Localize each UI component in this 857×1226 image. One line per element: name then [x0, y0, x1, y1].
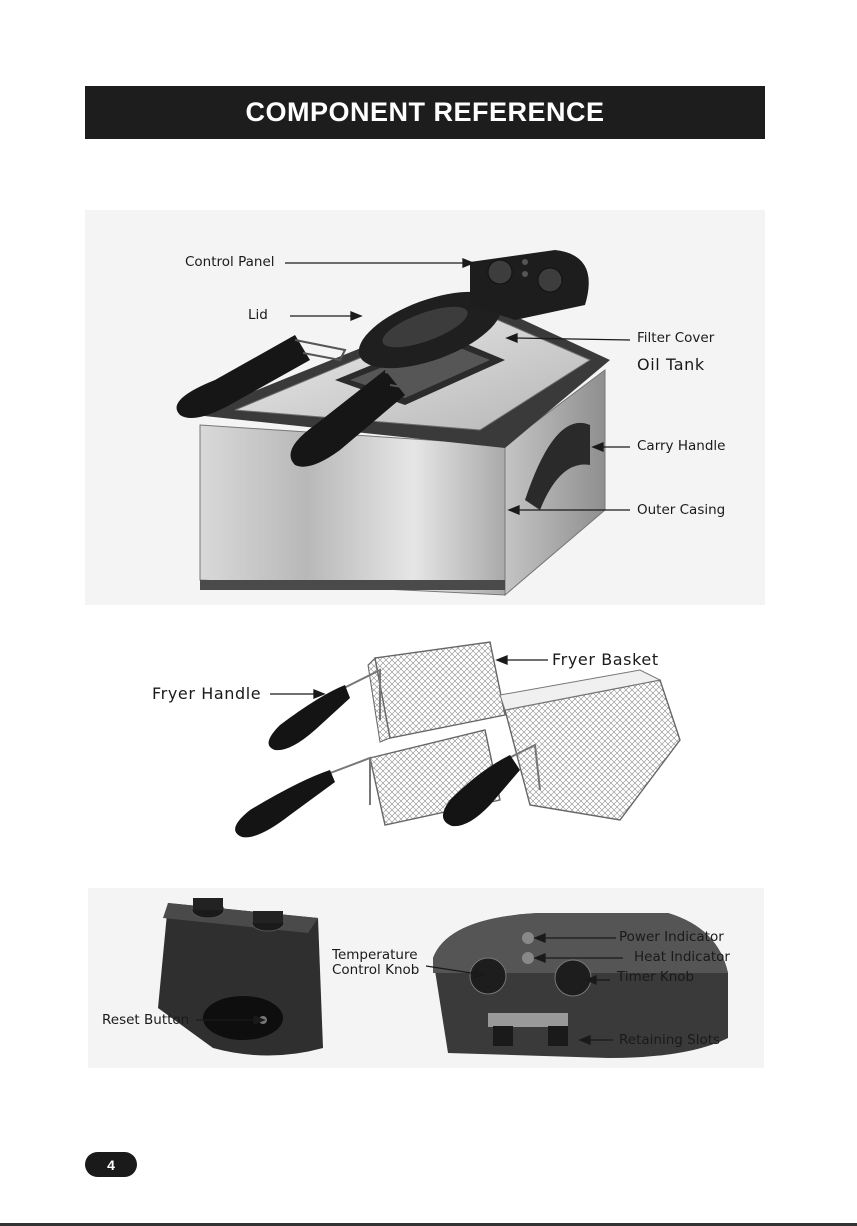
lid-label: Lid — [248, 307, 268, 323]
reset-button-label: Reset Button — [102, 1012, 190, 1028]
page-number-badge — [85, 1152, 137, 1177]
page-title: COMPONENT REFERENCE — [245, 97, 605, 127]
filter-cover-label: Filter Cover — [637, 330, 715, 346]
page-number: 4 — [107, 1156, 115, 1173]
timer-knob-label: Timer Knob — [617, 969, 695, 985]
basket-figure — [140, 630, 690, 855]
fryer-handle-label: Fryer Handle — [152, 684, 262, 703]
fryer-basket-label: Fryer Basket — [552, 650, 659, 669]
power-indicator-label: Power Indicator — [619, 929, 724, 945]
temperature-control-knob-label: Temperature Control Knob — [332, 947, 420, 978]
outer-casing-label: Outer Casing — [637, 502, 726, 518]
control-panel-shape — [470, 250, 589, 320]
outer-casing-shape — [200, 425, 505, 595]
fryer-figure — [85, 210, 765, 605]
control-figure — [88, 888, 764, 1068]
retaining-slots-label: Retaining Slots — [619, 1032, 721, 1048]
control-panel-label: Control Panel — [185, 254, 275, 270]
carry-handle-label: Carry Handle — [637, 438, 726, 454]
heat-indicator-label: Heat Indicator — [634, 949, 730, 965]
section-header — [85, 86, 765, 139]
oil-tank-label: Oil Tank — [637, 355, 705, 374]
